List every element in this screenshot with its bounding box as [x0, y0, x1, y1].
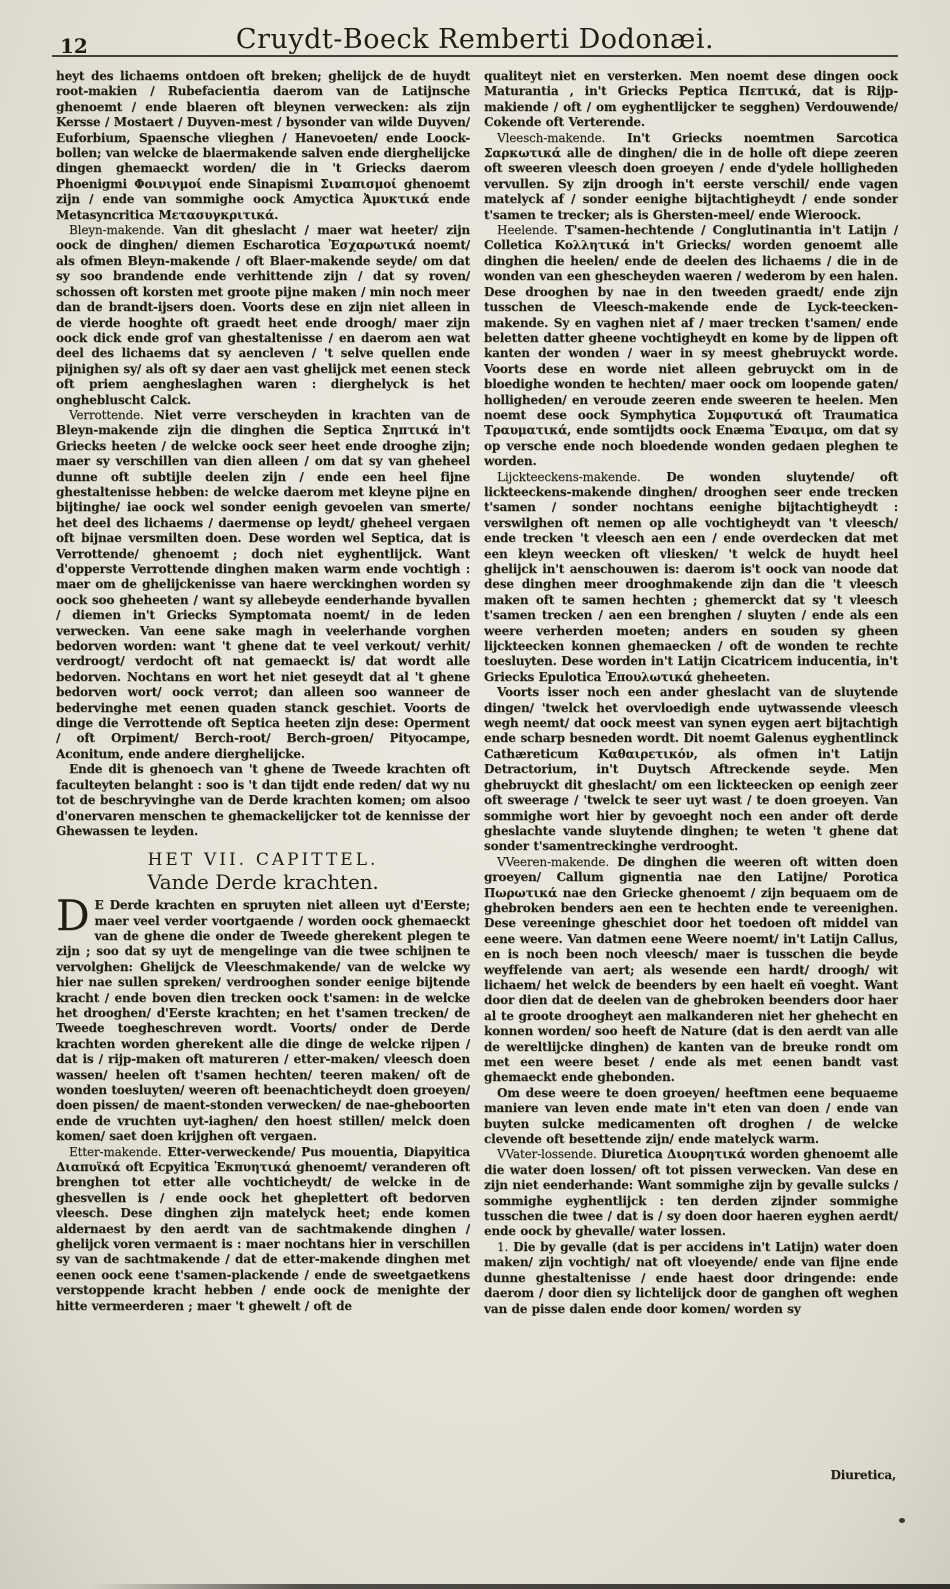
right-column	[484, 69, 898, 1487]
paragraph-lead: Heelende.	[497, 223, 558, 238]
paragraph-lead: 1.	[497, 1239, 509, 1254]
paragraph-heelende	[484, 223, 898, 470]
paragraph-tweede-krachten-slot	[56, 762, 470, 839]
paragraph-cathaereticum	[484, 685, 898, 854]
paragraph-vleesch-makende	[484, 131, 898, 223]
paragraph-text: De dinghen die weeren oft witten doen groeyen/ Callum gignentia nae den Latijne/ Porotica Πωρωτικά nae den Griecke ghenoemt / zijn bequaem om de ghebroken benders aen een te hechten ende te vereenighen. Dese vereeninge gheschiet door het toedoen oft middel van eene weere. Van datmen eene Weere noemt/ in't Latijn Callus, en is noch been noch vleesch/ maer is tusschen die beyde weyffelende van aert; als wesende een hardt/ droogh/ wit lichaem/ het welck de beenders by een haelt eñ voeght. Want door dien dat de deelen van de ghebroken beenders door haer al te groote droogheyt aen malkanderen niet her ghehecht en konnen worden/ soo heeft de Nature (dat is den aerdt van alle de wereltlijcke dinghen) de kanten van de breuke rondt om met een weere beset / ende als met eenen bandt vast ghemaeckt ende ghebonden.	[484, 854, 898, 1085]
scan-edge-shadow	[90, 1584, 950, 1589]
paragraph-weere-groeyen	[484, 1086, 898, 1148]
paragraph-text: Niet verre verscheyden in krachten van de Bleyn-makende zijn die dinghen die Septica Σηπτικά in't Griecks heeten / de welcke oock seer heet ende drooghe zijn; maer sy verschillen van dien alleen / om dat sy van gheheel dunne oft subtijle deelen zijn / ende een heel fijne ghestaltenisse hebben: de welcke daerom met kleyne pijne en bijtinghe/ iae oock wel sonder eenigh gevoelen van smerte/ het deel des lichaems / daermense op leydt/ gheheel vergaen oft bijnae versmilten doen. Dese worden wel Septica, dat is Verrottende/ ghenoemt ; doch niet eyghentlijck. Want d'opperste Verrottende dinghen maken warm ende vochtigh : maer om de ghelijckenisse van haere werckinghen worden sy oock soo gheheeten / want sy allebeyde eenderhande byvallen / diemen in't Griecks Symptomata noemt/ in de leden verwecken. Van eene sake magh in veelerhande vorghen bedorven worden: want 't ghene dat te veel verkout/ verhit/ verdroogt/ verdocht oft nat gemaeckt is/ dat wordt alle bedorven. Nochtans en wort het niet geseydt dat al 't ghene bedorven wort/ oock verrot; dan alleen soo wanneer de bedervinghe met eenen quaden stanck geschiet. Voorts de dinge die Verrottende oft Septica heeten zijn dese: Operment / oft Orpiment/ Berch-root/ Berch-groen/ Pityocampe, Aconitum, ende andere dierghelijcke.	[56, 407, 470, 761]
paragraph-lead: Verrottende.	[69, 407, 144, 422]
paragraph-text: In't Griecks noemtmen Sarcotica Σαρκωτικά alle de dinghen/ die in de holle oft diepe zeeren oft sweeren vleesch doen groeyen / ende d'ydele holligheden vervullen. Sy zijn droogh in't eerste verschil/ ende vagen matelyck af / sonder eenighe bijtachtigheydt / ende sonder t'samen te trecker; als is Ghersten-meel/ ende Wieroock.	[484, 130, 898, 222]
paragraph-text: E Derde krachten en spruyten niet alleen uyt d'Eerste; maer veel verder voortgaende / worden oock ghemaeckt van de ghene die onder de Tweede gherekent plegen te zijn ; soo dat sy uyt de mengelinge van die twee schijnen te vervolghen: Ghelijck de Vleeschmakende/ van de welcke wy hier nae sullen spreken/ verdrooghen sonder eenige bijtende kracht / ende boven dien trecken oock t'samen: in de welcke het drooghen/ d'Eerste krachten; en het t'samen trecken/ de Tweede toegheschreven wordt. Voorts/ onder de Derde krachten worden gherekent alle die dinge de welcke rijpen / dat is / rijp-maken oft matureren / etter-maken/ vleesch doen wassen/ heelen oft t'samen hechten/ teeren maken/ oft de wonden toesluyten/ weeren oft beenachticheydt doen groeyen/ doen pissen/ de maent-stonden verwecken/ de nae-gheboorten ende de vruchten uyt-iaghen/ den hoest stillen/ melck doen komen/ saet doen krijghen oft vergaen.	[56, 898, 470, 1144]
catchword: Diuretica,	[830, 1467, 896, 1482]
header-rule	[52, 55, 898, 57]
paragraph-lead: Bleyn-makende.	[69, 223, 165, 238]
paragraph-lijckteeckens-makende	[484, 470, 898, 686]
running-title: Cruydt-Boeck Remberti Dodonæi.	[235, 24, 715, 55]
paragraph-text: Diuretica Διουρητικά worden ghenoemt alle die water doen lossen/ oft tot pissen verwecken. Van dese en zijn niet eenderhande: Want sommighe zijn by gevalle sulcks / sommighe eyghentlijck : ten derden zijnder sommighe tusschen die twee / dat is / sy doen door haeren eyghen aerdt/ ende oock by ghevalle/ water lossen.	[484, 1147, 898, 1239]
paragraph-text: T'samen-hechtende / Conglutinantia in't Latijn / Colletica Κολλητικά in't Griecks/ worden genoemt alle dinghen die heelen/ ende de deelen des lichaems / die in de wonden van een ghescheyden waeren / wederom by een halen. Dese drooghen by nae in den tweeden graedt/ ende zijn tusschen de Vleesch-makende ende de Lyck-teecken-makende. Sy en vaghen niet af / maer trecken t'samen/ ende beletten datter gheene vochtigheydt en kome by de lippen oft kanten der wonden / waer in sy meest ghebruyckt worde. Voorts dese en worde niet alleen gebruyckt om in de bloedighe wonden te hechten/ maer oock om loopende gaten/ holligheden/ en veroude zeeren ende sweeren te heelen. Men noemt dese oock Symphytica Συμφυτικά oft Traumatica Τραυματικά, ende somtijdts oock Enæma Ἔναιμα, om dat sy op versche ende noch bloedende wonden gedaen pleghen te worden.	[484, 223, 898, 469]
paragraph-water-lossende	[484, 1147, 898, 1239]
paragraph-lead: VVeeren-makende.	[497, 854, 609, 869]
paragraph-text: De wonden sluytende/ oft lickteeckens-makende dinghen/ drooghen seer ende trecken t'samen / sonder nochtans eenighe bijtachtigheydt : verswilghen oft nemen op alle vochtigheydt van 't vleesch/ ende trecken 't vleesch aen een / ende overdecken dat met een kleyn weecken oft vliesken/ 't welck de huydt heel ghelijck in't aenschouwen is: daerom is't oock van noode dat dese dinghen meer drooghmakende zijn dan die 't vleesch maken oft te samen hechten ; ghemerckt dat sy 't vleesch t'samen trecken / aen een brenghen / sluyten / ende als een weere verherden moeten; anders en souden sy gheen lijckteecken konnen ghemaecken / oft de wonden te rechte toesluyten. Dese worden in't Latijn Cicatricem inducentia, in't Griecks Epulotica Ἐπουλωτικά gheheeten.	[484, 469, 898, 684]
paragraph-derde-krachten	[56, 891, 470, 1145]
paragraph-maturantia	[484, 69, 898, 131]
left-column	[56, 69, 470, 1487]
chapter-subtitle: Vande Derde krachten.	[147, 869, 379, 894]
paragraph-text: Van dit gheslacht / maer wat heeter/ zijn oock de dinghen/ diemen Escharotica Ἐσχαρωτικά noemt/ als ofmen Bleyn-makende / oft Blaer-makende seyde/ om dat sy soo brandende ende verhittende zijn / dat sy roven/ schossen oft korsten met groote pijne maken / min noch meer dan de brandt-ijsers doen. Voorts dese en zijn niet alleen in de vierde hooghte oft graedt heet ende droogh/ maer zijn oock dick ende grof van ghestaltenisse / en daerom aen wat deel des lichaems dat sy aencleven / 't selve quellen ende pijnighen sy/ als oft sy daer aen vast ghelijck met eenen steck oft priem aengheslaghen waren : dierghelyck is het onghebluscht Calck.	[56, 223, 470, 407]
paragraph-text: Om dese weere te doen groeyen/ heeftmen eene bequaeme maniere van leven ende mate in't eten van doen / ende van buyten sulcke medicamenten oft droghen / de welcke clevende oft besettende zijn/ ende matelyck warm.	[484, 1085, 898, 1147]
paragraph-text: Ende dit is ghenoech van 't ghene de Tweede krachten oft faculteyten belanght : soo is 't dan tijdt ende reden/ dat wy nu tot de beschryvinghe van de Derde krachten komen; om alsoo d'onervaren menschen te ghemackelijcker tot de kennisse der Ghewassen te leyden.	[56, 762, 470, 838]
page-number: 12	[60, 34, 88, 58]
page-header	[0, 0, 950, 58]
paragraph-lead: Vleesch-makende.	[497, 130, 606, 145]
paragraph-text: qualiteyt niet en versterken. Men noemt dese dingen oock Maturantia , in't Griecks Peptica Πεπτικά, dat is Rijp-makiende / oft / om eyghentlijcker te segghen) Verdouwende/ Cokende oft Verterende.	[484, 69, 898, 130]
paragraph-lead: Etter-makende.	[69, 1144, 162, 1159]
paragraph-per-accidens	[484, 1240, 898, 1317]
paragraph-rubefacientia	[56, 69, 470, 223]
drop-cap-initial: D	[56, 891, 90, 941]
paragraph-text: Die by gevalle (dat is per accidens in't Latijn) water doen maken/ zijn vochtigh/ nat oft vloeyende/ ende van fijne ende dunne ghestaltenisse / ende haest door dringende: ende daerom / door dien sy lichtelijck door de ganghen oft weghen van de pisse dalen ende door komen/ worden sy	[484, 1239, 898, 1316]
ink-spot	[899, 1518, 905, 1523]
paragraph-text: Etter-verweckende/ Pus mouentia, Diapyitica Διαπυϊκά oft Ecpyitica Ἐκπυητικά ghenoemt/ veranderen oft brenghen tot etter alle vochticheydt/ de welcke in de ghesvellen is / ende oock het gheplettert oft bedorven vleesch. Dese dinghen zijn matelyck heet; ende komen aldernaest by den aerdt van de sachtmakende dinghen / ghelijck voren vermaent is : maer nochtans hier in verschillen sy van de sachtmakende / dat de etter-makende dinghen met eenen oock eene t'samen-plackende / ende de sweetgaetkens verstoppende kracht hebben / ende oock de menighte der hitte vermeerderen ; maer 't ghewelt / oft de	[56, 1144, 470, 1313]
paragraph-text: Voorts isser noch een ander gheslacht van de sluytende dingen/ 'twelck het overvloedigh ende uytwassende vleesch wegh neemt/ dat oock meest van synen eygen aert bijtachtigh ende scharp besneden wordt. Dit noemt Galenus eyghentlinck Cathæreticum Καθαιρετικόν, als ofmen in't Latijn Detractorium, in't Duytsch Aftreckende seyde. Men ghebruyckt dit gheslacht/ om een lickteecken op eenigh zeer oft sweerage / 'twelck te seer uyt wast / te doen groeyen. Van sommighe wort hier by gevoeght noch een ander oft derde gheslachte vande sluytende dinghen; te weten 't ghene dat sonder t'samentreckinghe verdrooght.	[484, 685, 898, 854]
paragraph-weeren-makende	[484, 855, 898, 1086]
paragraph-text: heyt des lichaems ontdoen oft breken; ghelijck de de huydt root-makien / Rubefacientia daerom van de Latijnsche ghenoemt / ende blaeren oft bleynen verwecken: als zijn Kersse / Mostaert / Duyven-mest / bysonder van wilde Duyven/ Euforbium, Spaensche vlieghen / Hanevoeten/ ende Loock-bollen; van welcke de blaermakende salven ende dierghelijcke dingen ghemaeckt worden/ die in 't Griecks daerom Phoenigmi Φοινιγμοί ende Sinapismi Σιναπισμοί ghenoemt zijn / ende van sommighe oock Amyctica Ἀμυκτικά ende Metasyncritica Μετασυγκριτικά.	[56, 69, 470, 222]
paragraph-lead: Lijckteeckens-makende.	[497, 469, 641, 484]
paragraph-etter-makende	[56, 1145, 470, 1314]
text-columns	[0, 57, 950, 1487]
paragraph-bleyn-makende	[56, 223, 470, 408]
paragraph-verrottende	[56, 408, 470, 762]
chapter-title: HET VII. CAPITTEL.	[147, 850, 379, 871]
paragraph-lead: VVater-lossende.	[497, 1147, 597, 1162]
chapter-heading-block	[56, 850, 470, 894]
